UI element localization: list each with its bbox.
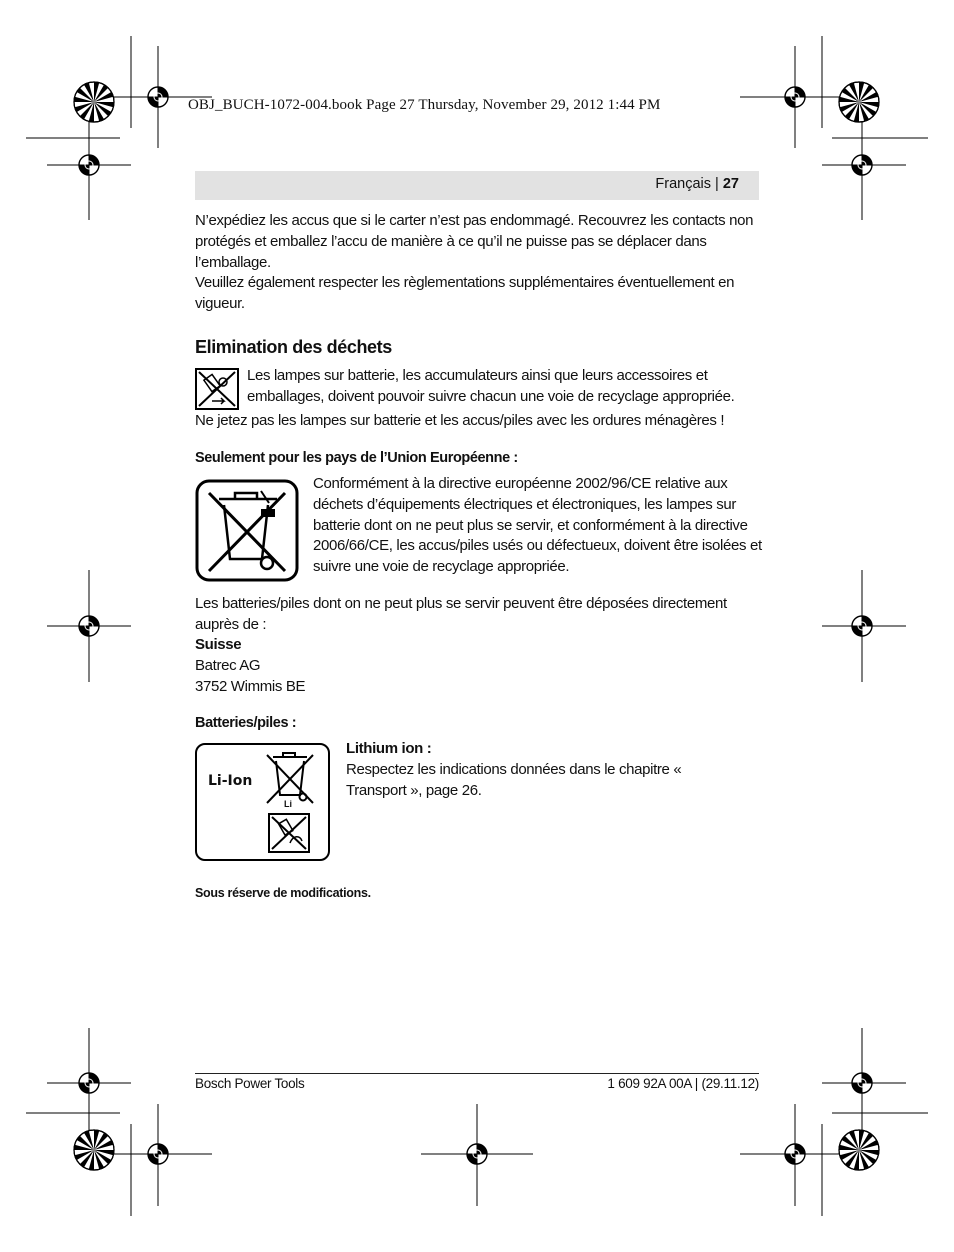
footer-doc-number: 1 609 92A 00A | (29.11.12): [607, 1076, 759, 1091]
collection-company: Batrec AG: [195, 657, 261, 674]
li-ion-label: Li-Ion: [208, 773, 253, 789]
section-title-disposal: Elimination des déchets: [195, 337, 392, 357]
intro-paragraph-2: Veuillez également respecter les règlementations supplémentaires éventuellement en vigueur.: [195, 274, 735, 312]
page-header: [195, 171, 759, 200]
batteries-title: Batteries/piles :: [195, 715, 297, 731]
footer-rule: [195, 1073, 759, 1074]
eu-directive-text: Conformément à la directive européenne 2002/96/CE relative aux déchets d’équipements électriques et électroniques, les lampes sur batterie dont on ne peut plus se servir, et conformément à la directive 2006/66/CE, les accus/piles usés ou défectueux, doivent être isolées et suivre une voie de recyclage appropriée.: [313, 475, 762, 576]
crossed-out-bin-icon: [195, 479, 299, 582]
li-ion-symbol-box: [195, 743, 330, 861]
lithium-ion-title: Lithium ion :: [346, 740, 432, 757]
lithium-ion-text: Respectez les indications données dans le chapitre « Transport », page 26.: [346, 761, 682, 799]
recycle-packaging-icon: [195, 368, 239, 410]
header-separator: |: [715, 176, 719, 192]
intro-paragraph-1: N’expédiez les accus que si le carter n’est pas endommagé. Recouvrez les contacts non protégés et emballez l’accu de manière à ce qu’il ne puisse pas se déplacer dans l’emballage.: [195, 212, 754, 271]
battery-recycle-icon: [268, 813, 310, 853]
header-language: Français: [655, 176, 712, 192]
collection-country: Suisse: [195, 636, 242, 653]
header-text: [655, 176, 739, 192]
collection-text: Les batteries/piles dont on ne peut plus se servir peuvent être déposées directement auprès de :: [195, 595, 727, 633]
collection-address: 3752 Wimmis BE: [195, 678, 306, 695]
recycle-text: Les lampes sur batterie, les accumulateurs ainsi que leurs accessoires et emballages, doivent pouvoir suivre chacun une voie de recyclage appropriée.: [247, 367, 735, 405]
book-info: OBJ_BUCH-1072-004.book Page 27 Thursday, November 29, 2012 1:44 PM: [188, 97, 661, 113]
no-household-text: Ne jetez pas les lampes sur batterie et les accus/piles avec les ordures ménagères !: [195, 412, 725, 429]
li-label: Li: [284, 799, 292, 809]
footer-company: Bosch Power Tools: [195, 1076, 305, 1091]
modification-notice: Sous réserve de modifications.: [195, 886, 371, 900]
eu-title: Seulement pour les pays de l’Union Européenne :: [195, 450, 518, 466]
page-number: 27: [722, 176, 739, 192]
